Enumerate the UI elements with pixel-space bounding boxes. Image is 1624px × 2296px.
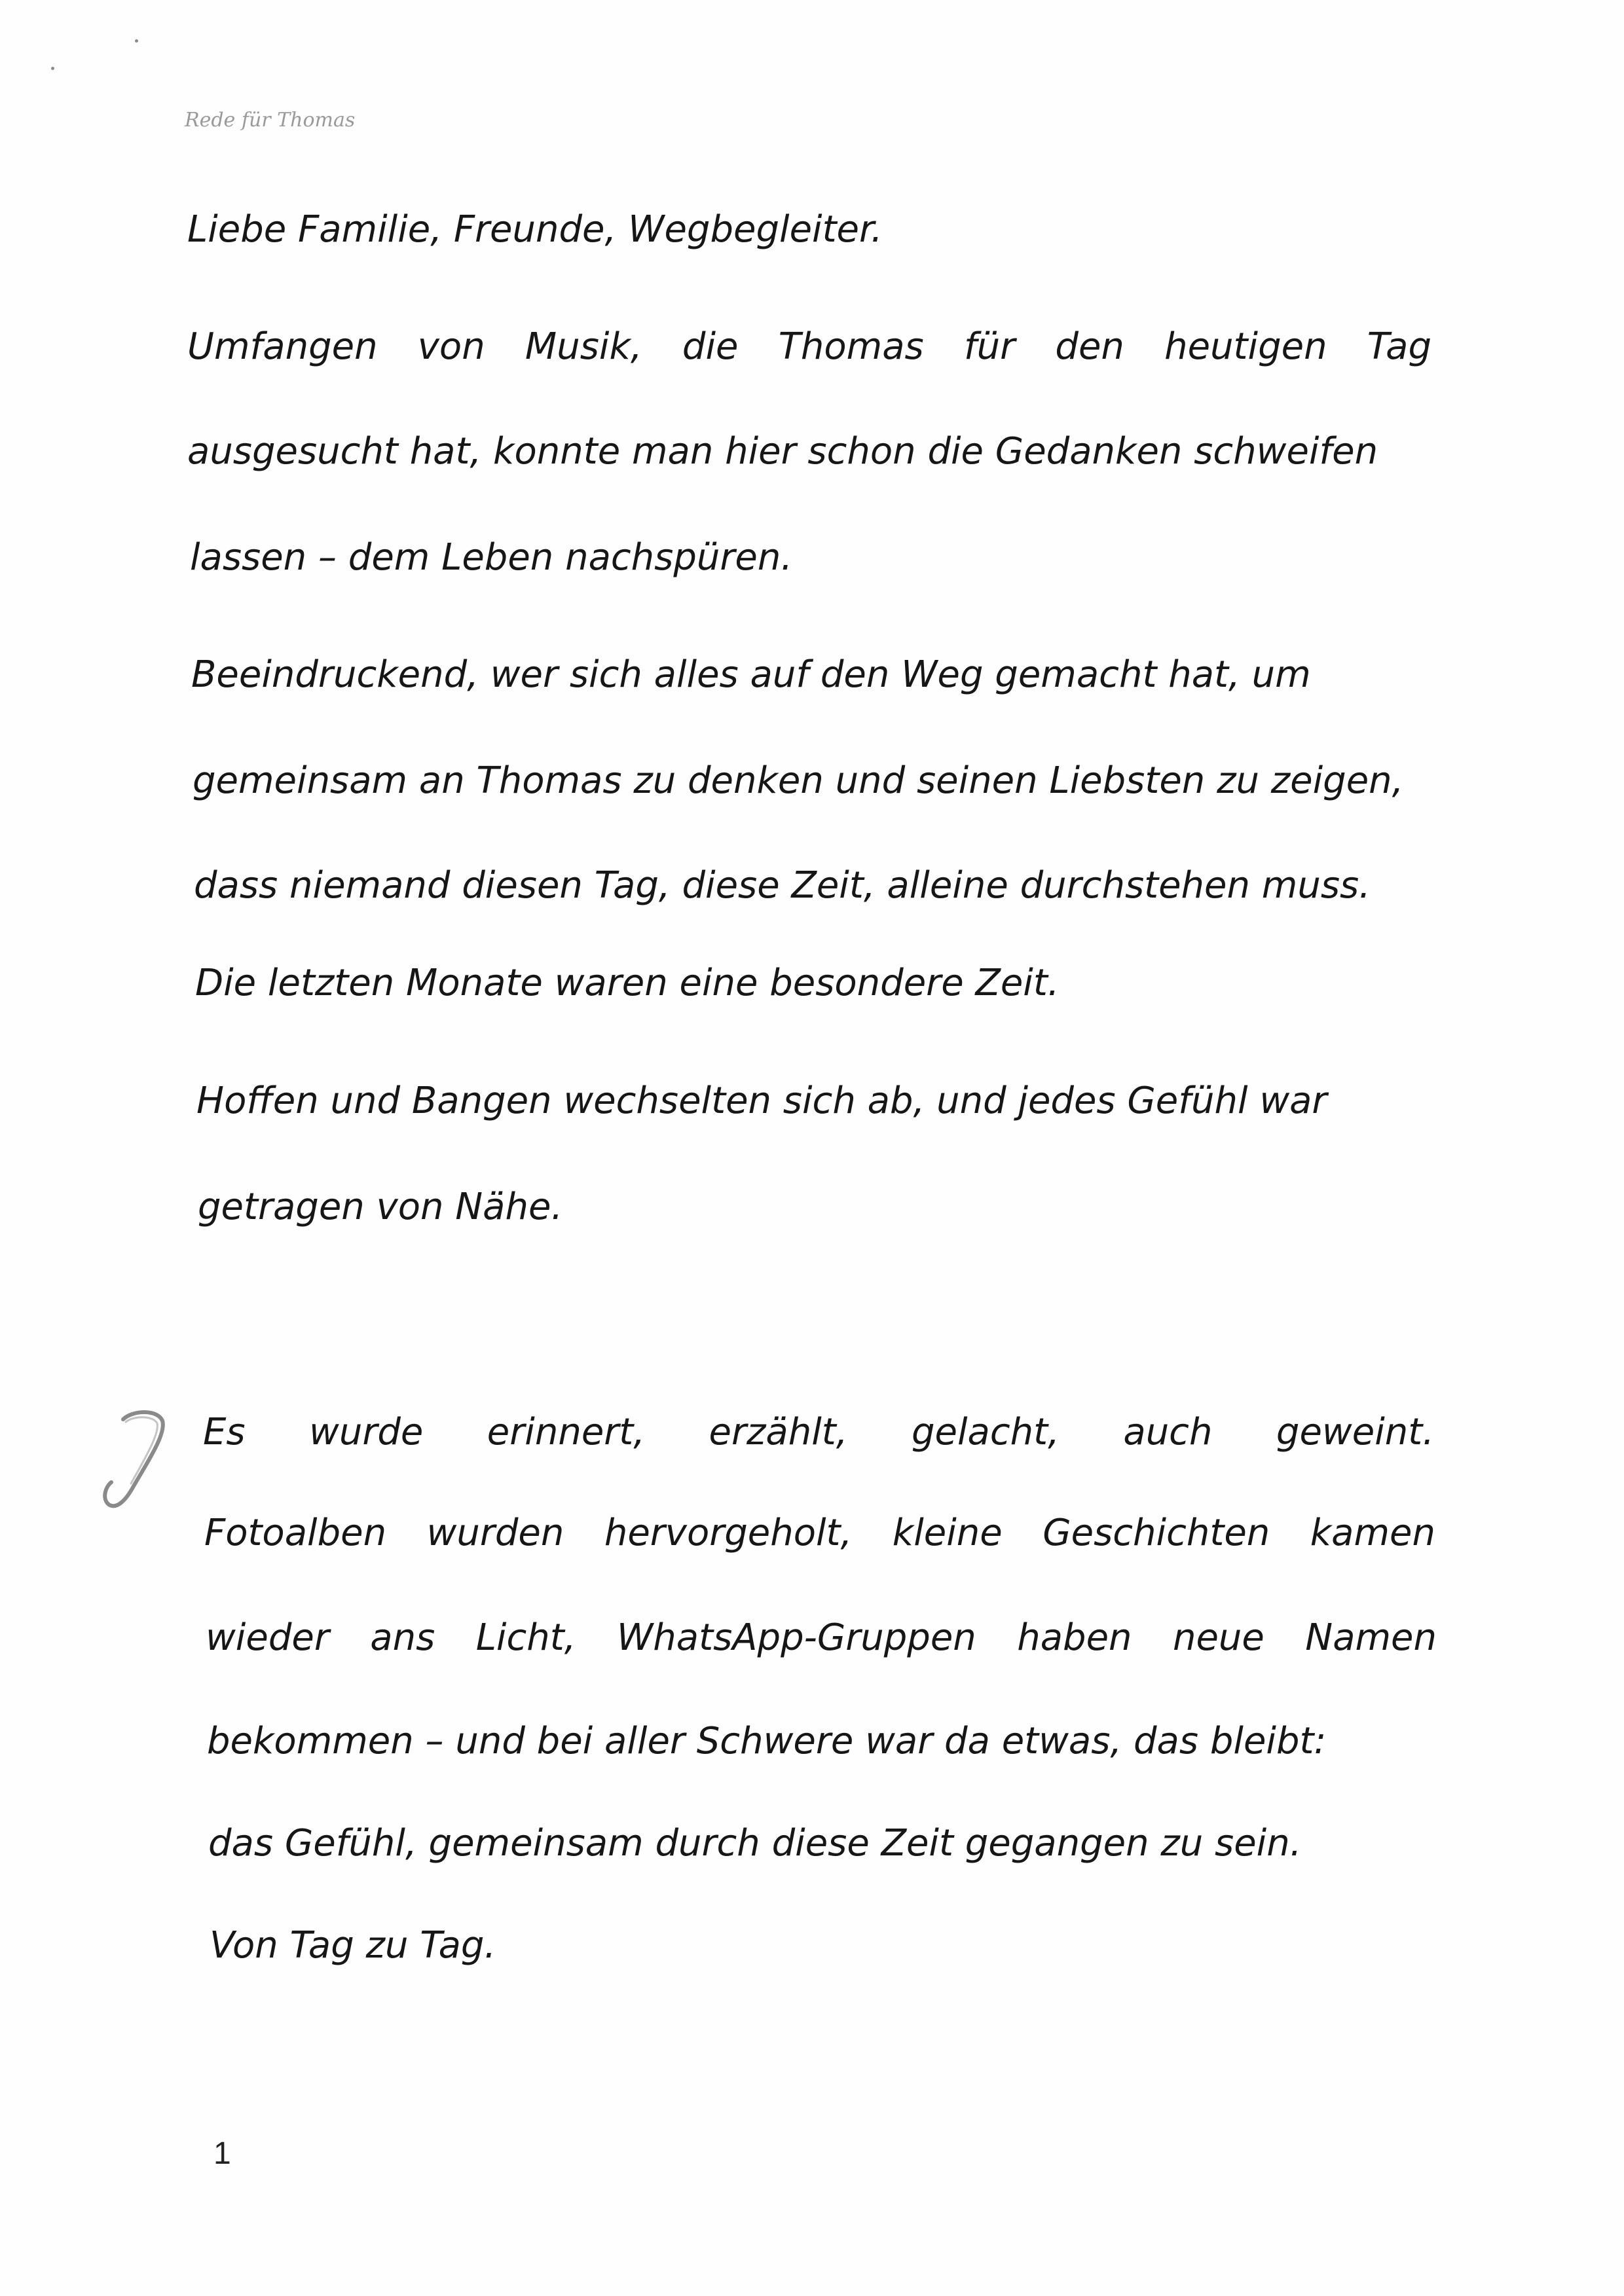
text-line: Liebe Familie, Freunde, Wegbegleiter.: [187, 208, 883, 251]
text-line: gemeinsam an Thomas zu denken und seinen Liebsten zu zeigen,: [193, 759, 1404, 802]
text-line: wieder ans Licht, WhatsApp-Gruppen haben neue Namen: [206, 1616, 1437, 1659]
text-line: dass niemand diesen Tag, diese Zeit, alleine durchstehen muss.: [194, 864, 1371, 907]
scan-speck: [135, 39, 138, 43]
scan-speck: [51, 67, 54, 70]
paperclip-hook-icon: [94, 1402, 173, 1520]
text-line: Es wurde erinnert, erzählt, gelacht, auch geweint.: [203, 1411, 1434, 1453]
text-line: Beeindruckend, wer sich alles auf den Weg gemacht hat, um: [191, 653, 1311, 696]
text-line: bekommen – und bei aller Schwere war da etwas, das bleibt:: [207, 1720, 1327, 1762]
text-line: Hoffen und Bangen wechselten sich ab, und jedes Gefühl war: [196, 1080, 1327, 1122]
text-line: lassen – dem Leben nachspüren.: [190, 536, 793, 579]
text-line: getragen von Nähe.: [198, 1186, 563, 1228]
text-line: Umfangen von Musik, die Thomas für den heutigen Tag: [187, 325, 1431, 368]
page-header: Rede für Thomas: [185, 109, 356, 132]
text-line: Fotoalben wurden hervorgeholt, kleine Geschichten kamen: [204, 1512, 1435, 1554]
page-number: 1: [213, 2136, 231, 2171]
text-line: Die letzten Monate waren eine besondere Zeit.: [195, 962, 1060, 1004]
text-line: Von Tag zu Tag.: [210, 1924, 496, 1967]
text-line: das Gefühl, gemeinsam durch diese Zeit gegangen zu sein.: [208, 1822, 1302, 1865]
text-line: ausgesucht hat, konnte man hier schon die Gedanken schweifen: [187, 430, 1378, 473]
